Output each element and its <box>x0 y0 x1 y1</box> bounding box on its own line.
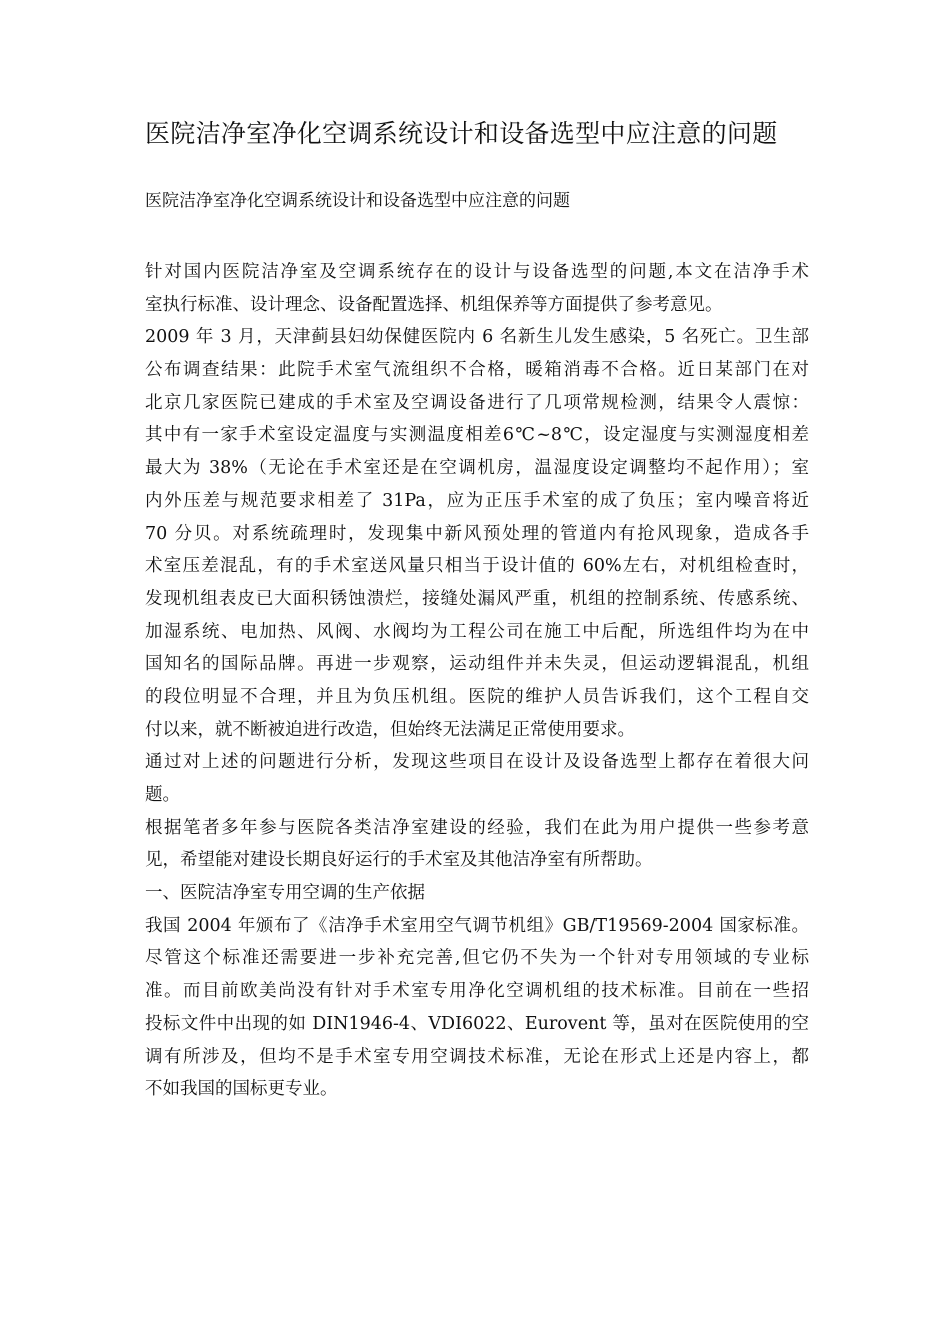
text-line: 室执行标准、设计理念、设备配置选择、机组保养等方面提供了参考意见。 <box>145 294 723 315</box>
text-line: 一、医院洁净室专用空调的生产依据 <box>145 883 425 904</box>
text-line: 术室压差混乱，有的手术室送风量只相当于设计值的 60%左右，对机组检查时， <box>145 556 809 577</box>
text-line: 调有所涉及，但均不是手术室专用空调技术标准，无论在形式上还是内容上，都 <box>145 1046 809 1067</box>
text-line: 内外压差与规范要求相差了 31Pa，应为正压手术室的成了负压；室内噪音将近 <box>145 490 809 511</box>
text-line: 针对国内医院洁净室及空调系统存在的设计与设备选型的问题,本文在洁净手术 <box>145 262 809 282</box>
text-line: 加湿系统、电加热、风阀、水阀均为工程公司在施工中后配，所选组件均为在中 <box>145 621 809 642</box>
text-line: 根据笔者多年参与医院各类洁净室建设的经验，我们在此为用户提供一些参考意 <box>145 817 809 838</box>
text-line: 投标文件中出现的如 DIN1946-4、VDI6022、Eurovent 等，虽对在医院使用的空 <box>145 1013 809 1034</box>
text-line: 2009 年 3 月，天津蓟县妇幼保健医院内 6 名新生儿发生感染，5 名死亡。卫生部 <box>145 327 809 348</box>
text-line: 准。而目前欧美尚没有针对手术室专用净化空调机组的技术标准。目前在一些招 <box>145 981 809 1002</box>
text-line: 我国 2004 年颁布了《洁净手术室用空气调节机组》GB/T19569-2004 国家标准。 <box>145 915 809 936</box>
text-line: 其中有一家手术室设定温度与实测温度相差6℃~8℃，设定湿度与实测湿度相差 <box>145 425 809 446</box>
paragraph <box>145 746 809 811</box>
text-line: 尽管这个标准还需要进一步补充完善,但它仍不失为一个针对专用领域的专业标 <box>145 948 809 969</box>
text-line: 题。 <box>145 785 180 805</box>
text-line: 公布调查结果：此院手术室气流组织不合格，暖箱消毒不合格。近日某部门在对 <box>145 360 809 381</box>
text-line: 国知名的国际品牌。再进一步观察，运动组件并未失灵，但运动逻辑混乱，机组 <box>145 654 809 675</box>
document-body <box>145 256 809 1106</box>
text-line: 的段位明显不合理，并且为负压机组。医院的维护人员告诉我们，这个工程自交 <box>145 686 809 707</box>
text-line: 不如我国的国标更专业。 <box>145 1079 338 1100</box>
paragraph <box>145 256 809 321</box>
text-line: 北京几家医院已建成的手术室及空调设备进行了几项常规检测，结果令人震惊： <box>145 392 809 413</box>
paragraph <box>145 812 809 877</box>
text-line: 付以来，就不断被迫进行改造，但始终无法满足正常使用要求。 <box>145 719 635 740</box>
text-line: 最大为 38%（无论在手术室还是在空调机房，温湿度设定调整均不起作用）；室 <box>145 458 809 479</box>
document-subtitle: 医院洁净室净化空调系统设计和设备选型中应注意的问题 <box>145 191 570 211</box>
section-heading <box>145 877 809 910</box>
text-line: 发现机组表皮已大面积锈蚀溃烂，接缝处漏风严重，机组的控制系统、传感系统、 <box>145 588 809 609</box>
text-line: 见，希望能对建设长期良好运行的手术室及其他洁净室有所帮助。 <box>145 850 653 871</box>
text-line: 70 分贝。对系统疏理时，发现集中新风预处理的管道内有抢风现象，造成各手 <box>145 523 809 544</box>
document-title: 医院洁净室净化空调系统设计和设备选型中应注意的问题 <box>145 119 778 148</box>
text-line: 通过对上述的问题进行分析，发现这些项目在设计及设备选型上都存在着很大问 <box>145 752 809 773</box>
paragraph <box>145 910 809 1106</box>
paragraph <box>145 321 809 746</box>
